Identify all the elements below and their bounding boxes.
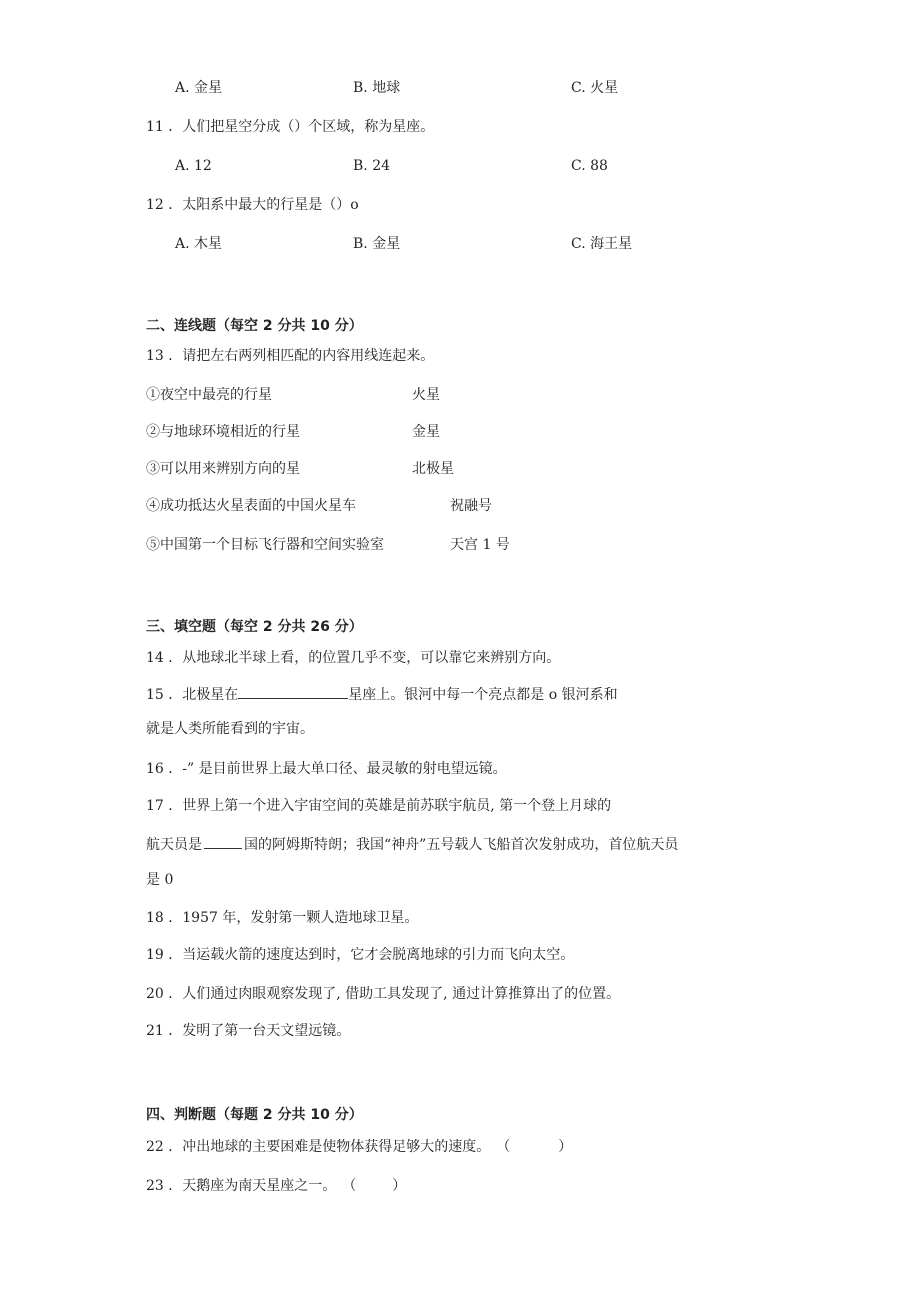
q11-option-c: C. 88	[571, 158, 608, 174]
q12-option-c: C. 海王星	[571, 236, 633, 252]
q10-option-c: C. 火星	[571, 80, 619, 96]
q12-option-b: B. 金星	[353, 236, 401, 252]
q22-paren-open: （	[496, 1139, 511, 1155]
q11-option-a: A. 12	[175, 158, 212, 174]
q17-text-b1: 航天员是	[146, 837, 202, 853]
q21-question: 21 ．发明了第一台天文望远镜。	[146, 1023, 351, 1039]
q14-question: 14 ．从地球北半球上看，的位置几乎不变，可以靠它来辨别方向。	[146, 650, 561, 666]
q11-option-b: B. 24	[353, 158, 391, 174]
match-right-3: 北极星	[412, 461, 454, 477]
q19-question: 19 ．当运载火箭的速度达到时，它才会脱离地球的引力而飞向太空。	[146, 947, 575, 963]
q17-line-2	[146, 834, 678, 854]
match-right-1: 火星	[412, 387, 440, 403]
q15-text-b: 星座上。银河中每一个亮点都是 o 银河系和	[348, 687, 618, 703]
q11-question: 11 ．人们把星空分成（）个区域，称为星座。	[146, 119, 435, 135]
q17-line-3: 是 0	[146, 872, 174, 888]
q10-option-b: B. 地球	[353, 80, 401, 96]
q22-paren-close: ）	[558, 1139, 573, 1155]
q15-line-2: 就是人类所能看到的宇宙。	[146, 721, 314, 737]
q17-text-b2: 国的阿姆斯特朗；我国“神舟”五号载人飞船首次发射成功，首位航天员	[244, 837, 679, 853]
q16-question: 16 ．-” 是目前世界上最大单口径、最灵敏的射电望远镜。	[146, 761, 507, 777]
match-right-2: 金星	[412, 424, 440, 440]
q18-question: 18 ．1957 年，发射第一颗人造地球卫星。	[146, 910, 419, 926]
q23-paren-open: （	[342, 1178, 357, 1194]
q17-blank[interactable]	[204, 834, 242, 849]
q10-option-a: A. 金星	[175, 80, 223, 96]
q17-line-1: 17 ．世界上第一个进入宇宙空间的英雄是前苏联宇航员, 第一个登上月球的	[146, 798, 612, 814]
q15-line-1	[146, 684, 618, 704]
q23-line	[146, 1177, 406, 1195]
match-right-4: 祝融号	[450, 498, 492, 514]
q15-text-a: 15 ．北极星在	[146, 687, 239, 703]
q13-question: 13 ．请把左右两列相匹配的内容用线连起来。	[146, 348, 435, 364]
section-3-heading: 三、填空题（每空 2 分共 26 分）	[146, 619, 363, 635]
q12-option-a: A. 木星	[175, 236, 223, 252]
match-right-5: 天宫 1 号	[450, 537, 510, 553]
q22-question: 22 ．冲出地球的主要困难是使物体获得足够大的速度。	[146, 1139, 491, 1155]
section-4-heading: 四、判断题（每题 2 分共 10 分）	[146, 1107, 363, 1123]
q12-question: 12 ．太阳系中最大的行星是（）o	[146, 197, 359, 213]
q23-paren-close: ）	[392, 1178, 407, 1194]
section-2-heading: 二、连线题（每空 2 分共 10 分）	[146, 318, 363, 334]
q22-line	[146, 1138, 572, 1156]
q23-question: 23 ．天鹅座为南天星座之一。	[146, 1178, 337, 1194]
match-left-5: ⑤中国第一个目标飞行器和空间实验室	[146, 537, 384, 553]
match-left-1: ①夜空中最亮的行星	[146, 387, 272, 403]
match-left-4: ④成功抵达火星表面的中国火星车	[146, 498, 356, 514]
q20-question: 20 ．人们通过肉眼观察发现了, 借助工具发现了, 通过计算推算出了的位置。	[146, 986, 621, 1002]
q15-blank[interactable]	[238, 684, 348, 699]
match-left-3: ③可以用来辨别方向的星	[146, 461, 300, 477]
match-left-2: ②与地球环境相近的行星	[146, 424, 300, 440]
